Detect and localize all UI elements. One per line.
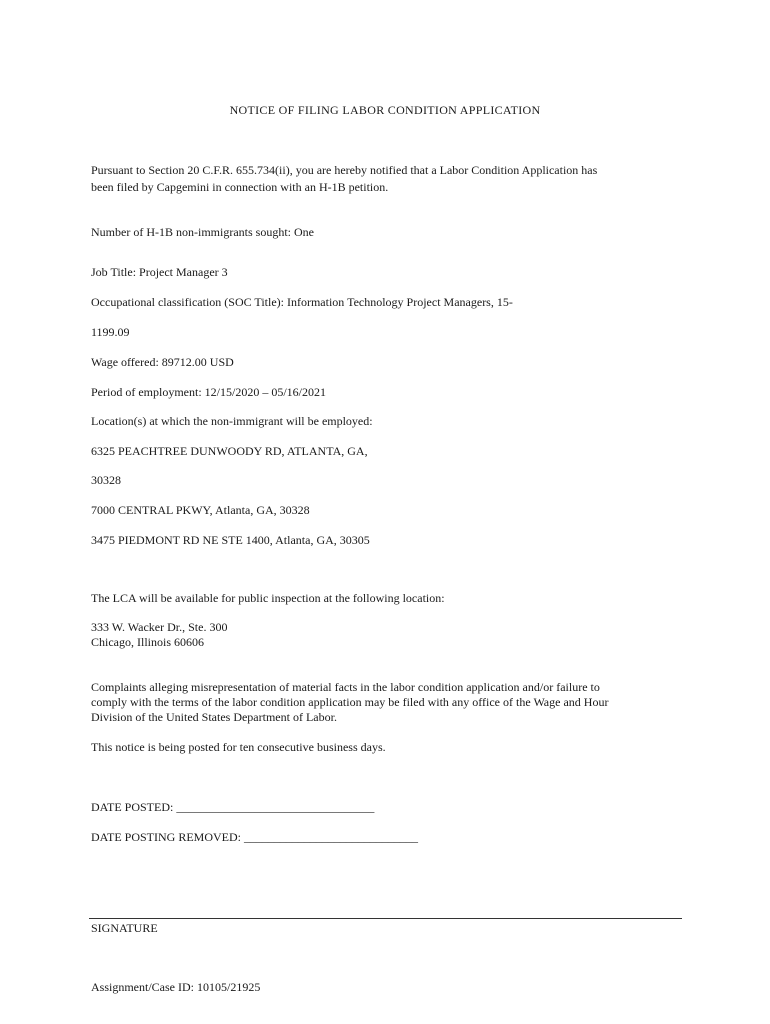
- date-removed-field: DATE POSTING REMOVED: _____________________________: [91, 830, 418, 844]
- location-1-line-2: 30328: [91, 473, 121, 487]
- lca-availability-text: The LCA will be available for public inspection at the following location:: [91, 591, 445, 605]
- number-sought: Number of H-1B non-immigrants sought: One: [91, 225, 314, 239]
- soc-classification-line-2: 1199.09: [91, 325, 130, 339]
- complaints-text-line-3: Division of the United States Department of Labor.: [91, 710, 337, 724]
- wage-offered: Wage offered: 89712.00 USD: [91, 355, 234, 369]
- intro-text-line-1: Pursuant to Section 20 C.F.R. 655.734(ii), you are hereby notified that a Labor Condition Application has: [91, 163, 598, 177]
- inspection-address-line-1: 333 W. Wacker Dr., Ste. 300: [91, 620, 228, 634]
- complaints-text-line-1: Complaints alleging misrepresentation of material facts in the labor condition application and/or failure to: [91, 680, 600, 694]
- locations-label: Location(s) at which the non-immigrant will be employed:: [91, 414, 373, 428]
- location-3: 3475 PIEDMONT RD NE STE 1400, Atlanta, GA, 30305: [91, 533, 370, 547]
- case-id: Assignment/Case ID: 10105/21925: [91, 980, 261, 994]
- signature-line: [89, 918, 682, 919]
- posting-notice: This notice is being posted for ten consecutive business days.: [91, 740, 386, 754]
- employment-period: Period of employment: 12/15/2020 – 05/16/2021: [91, 385, 326, 399]
- soc-classification-line-1: Occupational classification (SOC Title): Information Technology Project Managers, 15-: [91, 295, 513, 309]
- signature-label: SIGNATURE: [91, 921, 158, 935]
- complaints-text-line-2: comply with the terms of the labor condition application may be filed with any office of the Wage and Hour: [91, 695, 609, 709]
- intro-text-line-2: been filed by Capgemini in connection with an H-1B petition.: [91, 180, 389, 194]
- location-2: 7000 CENTRAL PKWY, Atlanta, GA, 30328: [91, 503, 310, 517]
- job-title: Job Title: Project Manager 3: [91, 265, 228, 279]
- document-title: NOTICE OF FILING LABOR CONDITION APPLICATION: [229, 103, 541, 117]
- inspection-address-line-2: Chicago, Illinois 60606: [91, 635, 204, 649]
- date-posted-field: DATE POSTED: _________________________________: [91, 800, 375, 814]
- location-1-line-1: 6325 PEACHTREE DUNWOODY RD, ATLANTA, GA,: [91, 444, 368, 458]
